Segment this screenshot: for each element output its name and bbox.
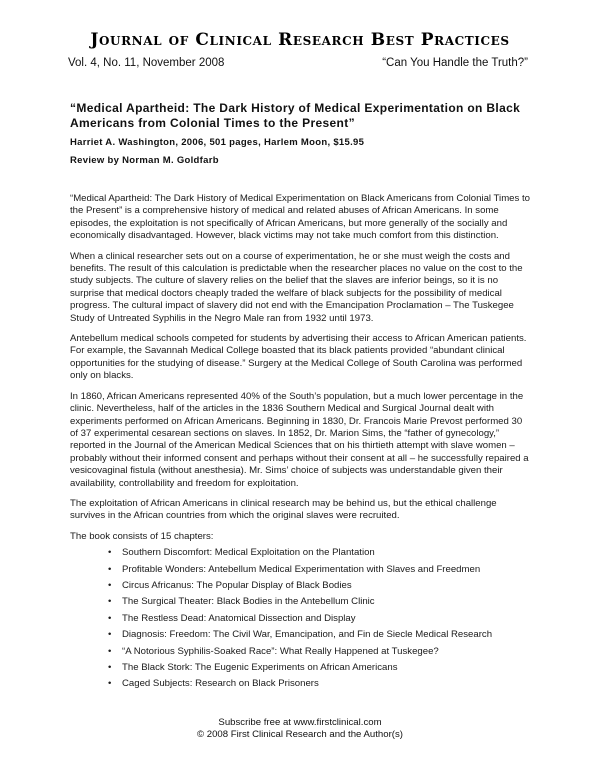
reviewer: Review by Norman M. Goldfarb [70,155,219,166]
paragraph: Antebellum medical schools competed for students by advertising their access to African American patients. For example, the Savannah Medical College boasted that its black patients provided “abundant clinical opportunities for the studying of disease.” Surgery at the Medical College of South Carolina was performed only on blacks. [70,333,527,382]
chapter-title: Circus Africanus: The Popular Display of Black Bodies [122,579,352,591]
bullet-icon: • [108,678,112,690]
bullet-icon: • [108,563,112,575]
book-info: Harriet A. Washington, 2006, 501 pages, Harlem Moon, $15.95 [70,137,365,148]
list-item [108,613,532,625]
chapter-title: Profitable Wonders: Antebellum Medical Experimentation with Slaves and Freedmen [122,563,481,575]
chapter-title: The Black Stork: The Eugenic Experiments on African Americans [122,662,398,673]
paragraph: In 1860, African Americans represented 40% of the South’s population, but a much lower percentage in the clinic. Nevertheless, half of the articles in the 1836 Southern Medical and Surgical Journal dealt with experiments performed on African Americans. Beginning in 1830, Dr. Francois Marie Prevost performed 30 of 37 experimental cesarean sections on slaves. In 1852, Dr. Marion Sims, the “father of gynecology,” reported in the Journal of the American Medical Sciences that on his thirtieth attempt with slave women – probably without their informed consent and perhaps without their consent at all – he successfully repaired a vesicovaginal fistula (without anesthesia). Mr. Sims’ choice of subjects was understandable given their availability, controllability and freedom for exploitation. [70,390,529,489]
journal-tagline: “Can You Handle the Truth?” [382,57,528,69]
article [70,101,532,695]
journal-title: Journal of Clinical Research Best Practices [90,30,510,50]
chapter-title: The Restless Dead: Anatomical Dissection and Display [122,612,356,624]
bullet-icon: • [108,596,112,608]
list-item [108,678,532,690]
chapter-title: “A Notorious Syphilis-Soaked Race”: What Really Happened at Tuskegee? [122,645,439,657]
chapter-title: Southern Discomfort: Medical Exploitation on the Plantation [122,547,375,559]
list-item [108,547,532,559]
article-title: “Medical Apartheid: The Dark History of Medical Experimentation on Black Americans from Colonial Times to the Present” [70,101,521,130]
list-item [108,662,532,674]
list-item [108,646,532,658]
list-item [108,564,532,576]
chapter-title: The Surgical Theater: Black Bodies in the Antebellum Clinic [122,596,375,608]
paragraph: When a clinical researcher sets out on a course of experimentation, he or she must weigh the costs and benefits. The result of this calculation is predictable when the researcher places no value on the cost to the study subjects. The culture of slavery relies on the belief that the slaves are inferior beings, so it is no surprise that medical doctors cheaply traded the welfare of black subjects for the possibility of medical progress. The cultural impact of slavery did not end with the Emancipation Proclamation – The Tuskegee Study of Untreated Syphilis in the Negro Male ran from 1932 until 1973. [70,250,523,324]
chapter-title: Caged Subjects: Research on Black Prisoners [122,678,319,690]
bullet-icon: • [108,612,112,624]
list-item [108,596,532,608]
paragraph: The exploitation of African Americans in clinical research may be behind us, but the ethical challenge survives in the African countries from which the original slaves were recruited. [70,497,497,522]
bullet-icon: • [108,645,112,657]
bullet-icon: • [108,662,112,673]
list-item [108,580,532,592]
subscribe-line: Subscribe free at www.firstclinical.com [218,717,382,728]
copyright-line: © 2008 First Clinical Research and the Author(s) [197,729,403,740]
chapters-intro: The book consists of 15 chapters: [70,530,214,542]
issue-line [68,57,528,69]
page-footer [0,717,600,741]
bullet-icon: • [108,629,112,641]
list-item [108,629,532,641]
chapter-title: Diagnosis: Freedom: The Civil War, Emancipation, and Fin de Siecle Medical Research [122,629,493,641]
bullet-icon: • [108,579,112,591]
article-body [70,193,532,691]
chapter-list [70,547,532,691]
paragraph: “Medical Apartheid: The Dark History of Medical Experimentation on Black Americans from Colonial Times to the Present” is a comprehensive history of medical and related abuses of African Americans. In some episodes, the exploitation is not specifically of African Americans, but more generally of the socially and economically disadvantaged. However, black victims may not take much comfort from this distinction. [70,193,530,242]
issue-info: Vol. 4, No. 11, November 2008 [68,57,225,69]
bullet-icon: • [108,547,112,559]
